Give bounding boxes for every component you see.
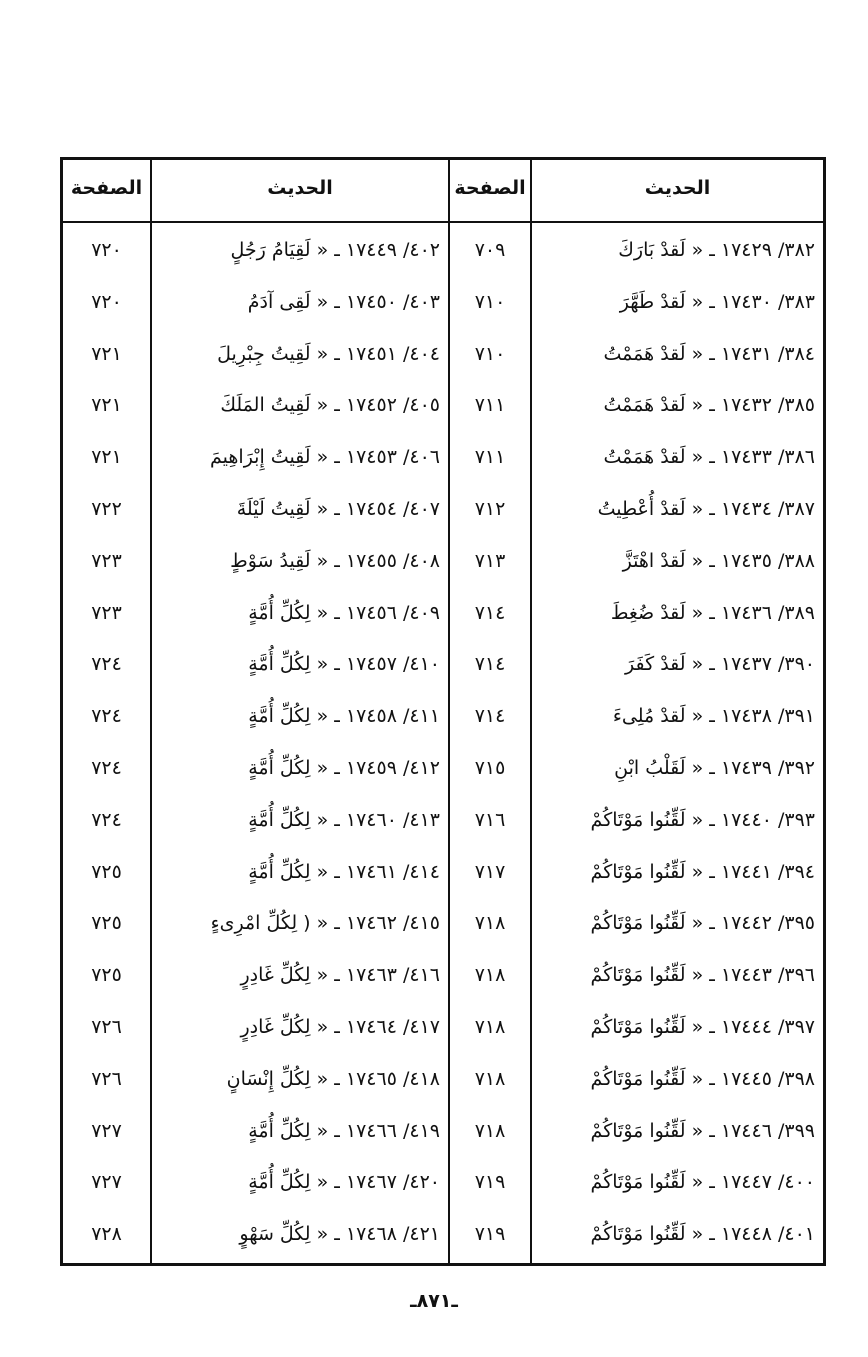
table-row [63,1054,823,1106]
hadith-entry-right: ٣٩٤/ ١٧٤٤١ ـ « لَقِّنُوا مَوْتَاكُمْ [590,860,815,883]
page-number-left: ٧٢٢ [91,497,122,520]
hadith-entry-right: ٣٩٣/ ١٧٤٤٠ ـ « لَقِّنُوا مَوْتَاكُمْ [590,808,815,831]
table-body [63,225,823,1261]
hadith-entry-left: ٤٠٧/ ١٧٤٥٤ ـ « لَقِيتُ لَيْلَةَ [236,497,440,520]
page-number-right: ٧١٨ [474,912,506,935]
table-row [63,588,823,640]
header-page-left: الصفحة [70,177,143,199]
table-row [63,432,823,484]
page-number-right: ٧١١ [474,394,506,417]
table-row [63,484,823,536]
table-row [63,691,823,743]
page-number-left: ٧٢٥ [91,964,122,987]
hadith-entry-right: ٣٨٣/ ١٧٤٣٠ ـ « لَقدْ طَهَّرَ [619,290,815,313]
table-row [63,639,823,691]
page-number-left: ٧٢٠ [91,290,122,313]
table-row [63,225,823,277]
page-number-left: ٧٢٠ [91,239,122,261]
page-number-right: ٧١٨ [474,1067,506,1090]
page-number-left: ٧٢١ [91,394,122,417]
hadith-entry-right: ٣٨٢/ ١٧٤٢٩ ـ « لَقدْ بَارَكَ [618,239,815,261]
hadith-entry-right: ٣٩٢/ ١٧٤٣٩ ـ « لَقَلْبُ ابْنِ [614,756,815,779]
hadith-entry-left: ٤١٦/ ١٧٤٦٣ ـ « لِكُلِّ غَادِرٍ [240,964,440,987]
page-number-left: ٧٢٤ [91,705,122,728]
hadith-entry-right: ٤٠١/ ١٧٤٤٨ ـ « لَقِّنُوا مَوْتَاكُمْ [590,1223,815,1246]
table-row [63,795,823,847]
table-row [63,950,823,1002]
hadith-entry-right: ٣٨٧/ ١٧٤٣٤ ـ « لَقدْ أُعْطِيتُ [597,497,815,520]
page-number-left: ٧٢٥ [91,860,122,883]
page-number-right: ٧١٤ [474,601,506,624]
hadith-entry-right: ٣٨٨/ ١٧٤٣٥ ـ « لَقدْ اهْتَزَّ [622,549,815,572]
hadith-entry-left: ٤٢١/ ١٧٤٦٨ ـ « لِكُلِّ سَهْوٍ [239,1223,440,1246]
table-row [63,898,823,950]
hadith-entry-left: ٤١٠/ ١٧٤٥٧ ـ « لِكُلِّ أُمَّةٍ [248,653,440,676]
hadith-index-table [60,157,826,1266]
header-hadith-right: الحديث [644,177,711,199]
hadith-entry-left: ٤١١/ ١٧٤٥٨ ـ « لِكُلِّ أُمَّةٍ [248,705,440,728]
hadith-entry-left: ٤١٧/ ١٧٤٦٤ ـ « لِكُلِّ غَادِرٍ [240,1015,440,1038]
hadith-entry-left: ٤١٣/ ١٧٤٦٠ ـ « لِكُلِّ أُمَّةٍ [248,808,440,831]
page-number-left: ٧٢٣ [91,601,122,624]
page-number-right: ٧١٧ [474,860,506,883]
hadith-entry-left: ٤٠٣/ ١٧٤٥٠ ـ « لَقِى آدَمُ [247,290,440,313]
page-number-right: ٧١٨ [474,1015,506,1038]
table-row [63,847,823,899]
hadith-entry-left: ٤١٩/ ١٧٤٦٦ ـ « لِكُلِّ أُمَّةٍ [248,1119,440,1142]
hadith-entry-left: ٤٠٥/ ١٧٤٥٢ ـ « لَقِيتُ المَلَكَ [220,394,440,417]
hadith-entry-left: ٤٠٨/ ١٧٤٥٥ ـ « لَقِيدُ سَوْطٍ [230,549,440,572]
table-row [63,277,823,329]
hadith-entry-right: ٣٨٤/ ١٧٤٣١ ـ « لَقدْ هَمَمْتُ [603,342,815,365]
hadith-entry-left: ٤٠٩/ ١٧٤٥٦ ـ « لِكُلِّ أُمَّةٍ [248,601,440,624]
page-number-right: ٧١٨ [474,964,506,987]
header-hadith-left: الحديث [267,177,333,199]
page-number-left: ٧٢١ [91,342,122,365]
hadith-entry-right: ٣٩٨/ ١٧٤٤٥ ـ « لَقِّنُوا مَوْتَاكُمْ [590,1067,815,1090]
hadith-entry-right: ٣٩٦/ ١٧٤٤٣ ـ « لَقِّنُوا مَوْتَاكُمْ [590,964,815,987]
page-number-right: ٧١٠ [474,342,506,365]
page-number-right: ٧١٦ [474,808,506,831]
hadith-entry-left: ٤١٤/ ١٧٤٦١ ـ « لِكُلِّ أُمَّةٍ [248,860,440,883]
page-number: ـ٨٧١ـ [410,1290,458,1312]
page-number-right: ٧١٠ [474,290,506,313]
hadith-entry-right: ٣٩٥/ ١٧٤٤٢ ـ « لَقِّنُوا مَوْتَاكُمْ [590,912,815,935]
hadith-entry-right: ٣٩٧/ ١٧٤٤٤ ـ « لَقِّنُوا مَوْتَاكُمْ [590,1015,815,1038]
page-number-right: ٧١٤ [474,705,506,728]
page-number-left: ٧٢٣ [91,549,122,572]
hadith-entry-left: ٤٢٠/ ١٧٤٦٧ ـ « لِكُلِّ أُمَّةٍ [248,1171,440,1194]
page-number-right: ٧١٤ [474,653,506,676]
page-number-left: ٧٢٤ [91,756,122,779]
header-rule [63,221,823,223]
table-row [63,743,823,795]
hadith-entry-left: ٤٠٦/ ١٧٤٥٣ ـ « لَقِيتُ إِبْرَاهِيمَ [210,446,440,469]
hadith-entry-right: ٣٨٥/ ١٧٤٣٢ ـ « لَقدْ هَمَمْتُ [603,394,815,417]
table-row [63,329,823,381]
hadith-entry-right: ٤٠٠/ ١٧٤٤٧ ـ « لَقِّنُوا مَوْتَاكُمْ [590,1171,815,1194]
table-row [63,536,823,588]
table-row [63,1157,823,1209]
page-number-right: ٧١٩ [474,1171,506,1194]
page-number-left: ٧٢٥ [91,912,122,935]
page-number-left: ٧٢٦ [91,1067,122,1090]
hadith-entry-left: ٤٠٢/ ١٧٤٤٩ ـ « لَقِيَامُ رَجُلٍ [230,239,440,261]
page-number-right: ٧٠٩ [474,239,506,261]
hadith-entry-left: ٤١٢/ ١٧٤٥٩ ـ « لِكُلِّ أُمَّةٍ [248,756,440,779]
hadith-entry-right: ٣٩٠/ ١٧٤٣٧ ـ « لَقدْ كَفَرَ [625,653,815,676]
header-page-right: الصفحة [454,177,526,199]
hadith-entry-right: ٣٩١/ ١٧٤٣٨ ـ « لَقدْ مُلِىءَ [612,705,815,728]
hadith-entry-right: ٣٨٦/ ١٧٤٣٣ ـ « لَقدْ هَمَمْتُ [603,446,815,469]
table-row [63,1106,823,1158]
page-number-left: ٧٢٧ [91,1119,122,1142]
page-number-right: ٧١٢ [474,497,506,520]
page-number-right: ٧١٨ [474,1119,506,1142]
hadith-entry-left: ٤٠٤/ ١٧٤٥١ ـ « لَقِيتُ جِبْرِيلَ [217,342,440,365]
table-row [63,1002,823,1054]
hadith-entry-right: ٣٩٩/ ١٧٤٤٦ ـ « لَقِّنُوا مَوْتَاكُمْ [590,1119,815,1142]
table-row [63,380,823,432]
page-number-left: ٧٢٦ [91,1015,122,1038]
page-number-left: ٧٢٤ [91,653,122,676]
page-number-left: ٧٢٧ [91,1171,122,1194]
hadith-entry-right: ٣٨٩/ ١٧٤٣٦ ـ « لَقدْ ضُغِطَ [610,601,815,624]
page-number-left: ٧٢٨ [91,1223,122,1246]
hadith-entry-left: ٤١٨/ ١٧٤٦٥ ـ « لِكُلِّ إِنْسَانٍ [226,1067,440,1090]
page-number-right: ٧١٩ [474,1223,506,1246]
page-number-right: ٧١١ [474,446,506,469]
page-number-left: ٧٢١ [91,446,122,469]
page-number-right: ٧١٥ [474,756,506,779]
page-number-left: ٧٢٤ [91,808,122,831]
table-row [63,1209,823,1261]
hadith-entry-left: ٤١٥/ ١٧٤٦٢ ـ « ( لِكُلِّ امْرِىءٍ [210,912,440,935]
page-number-right: ٧١٣ [474,549,506,572]
